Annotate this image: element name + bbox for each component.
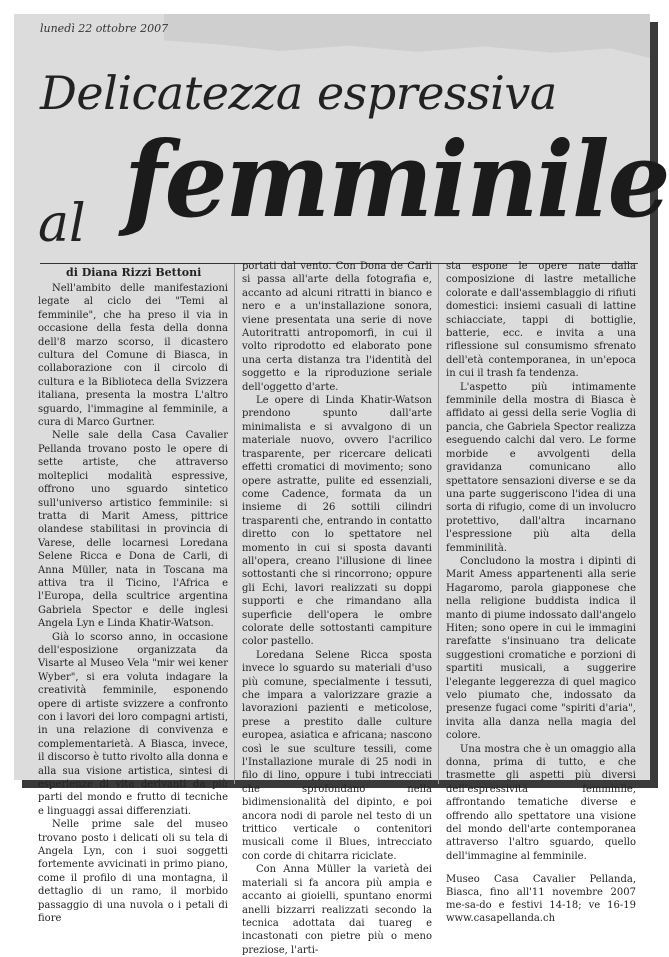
paragraph: Nelle sale della Casa Cavalier Pellanda trovano posto le opere di sette artiste, che attraverso molteplici modalità espressive, offrono uno sguardo sintetico sull'universo artistico femminile: si tratta di Marit Amess, pittrice olandese stabilitasi in provincia di Varese, delle locarnesi Loredana Selene Ricca e Dona de Carli, di Anna Müller, nata in Toscana ma attiva tra il Ticino, l'Africa e l'Europa, della scultrice argentina Gabriela Spector e delle inglesi Angela Lyn e Linda Khatir-Watson. bbox=[38, 430, 228, 630]
byline: di Diana Rizzi Bettoni bbox=[66, 266, 202, 279]
paragraph: Concludono la mostra i dipinti di Marit Amess appartenenti alla serie Hagaromo, parola giapponese che nella religione buddista indica il manto di piume indossato dall'angelo Hiten; sono opere in cui le immagini rarefatte s'insinuano tra delicate suggestioni cromatiche e porzioni di spartiti musicali, a suggerire l'elegante leggerezza di quel magico velo piumato che, indossato da presenze fugaci come "spiriti d'aria", invita alla danza nella magia del colore. bbox=[446, 555, 636, 742]
paragraph: Già lo scorso anno, in occasione dell'esposizione organizzata da Visarte al Museo Vela "mir wei kener Wyber", si era voluta indagare la creatività femminile, esponendo opere di artiste svizzere a confronto con i lavori dei loro compagni artisti, in una relazione di convivenza e complementarietà. A Biasca, invece, il discorso è tutto rivolto alla donna e alla sua visione artistica, sintesi di esperienze di vita derivanti da più parti del mondo e frutto di tecniche e linguaggi assai differenziati. bbox=[38, 631, 228, 817]
paragraph: Nelle prime sale del museo trovano posto i delicati oli su tela di Angela Lyn, con i suoi soggetti fortemente avvicinati in primo piano, come il profilo di una montagna, il dettaglio di un ramo, il morbido passaggio di una nuvola o i petali di fiore bbox=[38, 819, 228, 925]
column-separator bbox=[438, 264, 439, 784]
headline-line-2-prefix: al bbox=[38, 194, 86, 254]
paragraph: L'aspetto più intimamente femminile della mostra di Biasca è affidato ai gessi della serie Voglia di pancia, che Gabriela Spector realizza eseguendo calchi dal vero. Le forme morbide e avvolgenti della gravidanza comunicano allo spettatore sensazioni diverse e se da una parte suggeriscono l'idea di una sorta di rifugio, come di un involucro protettivo, dall'altra incarnano l'espressione più alta della femminilità. bbox=[446, 381, 636, 554]
paragraph: Loredana Selene Ricca sposta invece lo sguardo su materiali d'uso più comune, specialmente i tessuti, che impara a valorizzare grazie a lavorazioni pazienti e meticolose, prese a prestito dalle culture europea, asiatica e africana; nascono così le sue sculture tessili, come l'Installazione murale di 25 nodi in filo di lino, oppure i tubi intrecciati che sprofondano nella bidimensionalità del dipinto, e poi ancora nodi di parole nel testo di un trittico verticale o contenitori musicali come il Blues, intrecciato con corde di chitarra riciclate. bbox=[242, 649, 432, 862]
newspaper-clipping bbox=[14, 14, 669, 956]
paragraph: Nell'ambito delle manifestazioni legate al ciclo dei "Temi al femminile", che ha preso il via in occasione della festa della donna dell'8 marzo scorso, il dicastero cultura del Comune di Biasca, in collaborazione con il circolo di cultura e la Biblioteca della Svizzera italiana, presenta la mostra L'altro sguardo, l'immagine al femminile, a cura di Marco Gurtner. bbox=[38, 283, 228, 429]
torn-edge bbox=[164, 14, 650, 58]
paragraph: Con Anna Müller la varietà dei materiali si fa ancora più ampia e accanto ai gioielli, spuntano enormi anelli bizzarri realizzati secondo la tecnica adottata dai tuareg e incastonati con pietre più o meno preziose, l'arti- bbox=[242, 864, 432, 956]
paragraph: Una mostra che è un omaggio alla donna, prima di tutto, e che trasmette gli aspetti più diversi dell'espressività femminile, affrontando tematiche diverse e offrendo allo spettatore una visione del mondo dell'arte contemporanea attraverso l'altro sguardo, quello dell'immagine al femminile. bbox=[446, 743, 636, 862]
article-column-2 bbox=[242, 260, 432, 957]
headline-line-1: Delicatezza espressiva bbox=[40, 66, 557, 120]
paragraph: sta espone le opere nate dalla composizione di lastre metalliche colorate e dall'assemblaggio di rifiuti domestici: insiemi casuali di lattine schiacciate, tappi di bottiglie, batterie, ecc. e invita a una riflessione sul consumismo sfrenato dell'età contemporanea, in un'epoca in cui il trash fa tendenza. bbox=[446, 261, 636, 380]
exhibition-info: Museo Casa Cavalier Pellanda, Biasca, fino all'11 novembre 2007 me-sa-do e festivi 14-18; ve 16-19 www.casapellanda.ch bbox=[446, 874, 636, 925]
dateline: lunedì 22 ottobre 2007 bbox=[40, 22, 169, 35]
paragraph: portati dal vento. Con Dona de Carli si passa all'arte della fotografia e, accanto ad alcuni ritratti in bianco e nero e a un'installazione sonora, viene presentata una serie di nove Autoritratti antropomorfi, in cui il volto riprodotto ed elaborato pone una certa distanza tra l'identità del soggetto e la riproduzione seriale dell'oggetto d'arte. bbox=[242, 261, 432, 393]
headline-line-2-main: femminile bbox=[124, 118, 669, 241]
article-column-3 bbox=[446, 260, 636, 925]
article-column-1 bbox=[38, 282, 228, 926]
paragraph: Le opere di Linda Khatir-Watson prendono spunto dall'arte minimalista e si avvalgono di un materiale nuovo, ovvero l'acrilico trasparente, per ricercare delicati effetti cromatici di movimento; sono opere astratte, pulite ed essenziali, come Cadence, formata da un insieme di 26 sottili cilindri trasparenti che, entrando in contatto diretto con lo spettatore nel momento in cui si sposta davanti all'opera, creano l'illusione di linee sottostanti che si rincorrono; oppure gli Echi, lavori realizzati su doppi supporti e che rimandano alla superficie dell'opera le ombre colorate delle sottostanti campiture color pastello. bbox=[242, 395, 432, 648]
column-separator bbox=[234, 264, 235, 784]
